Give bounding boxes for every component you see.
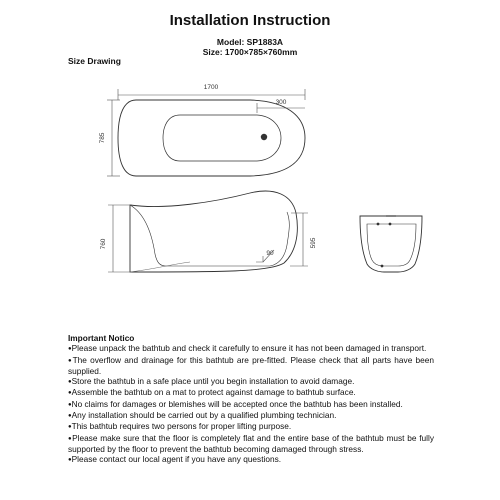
notice-item: ●Any installation should be carried out by a qualified plumbing technician. xyxy=(68,410,337,421)
notice-item: ●Store the bathtub in a safe place until you begin installation to avoid damage. xyxy=(68,376,355,387)
dim-slot-label: 300 xyxy=(275,99,287,106)
dim-width-label: 785 xyxy=(99,132,106,144)
notice-heading: Important Notico xyxy=(68,333,135,343)
notice-item: ●Assemble the bathtub on a mat to protect against damage to bathtub surface. xyxy=(68,387,356,398)
notice-item: ●Please contact our local agent if you have any questions. xyxy=(68,454,282,465)
model-number: Model: SP1883A xyxy=(216,37,284,47)
important-notice xyxy=(68,333,434,466)
notice-item: ●This bathtub requires two persons for proper lifting purpose. xyxy=(68,421,292,432)
side-view-drawing xyxy=(108,191,308,272)
dim-inner-height-label: 595 xyxy=(310,237,317,249)
end-view-drawing xyxy=(360,216,422,272)
size-spec: Size: 1700×785×760mm xyxy=(202,47,298,57)
notice-item: ●The overflow and drainage for this bathtub are pre-fitted. Please check that all parts have been supplied. xyxy=(68,354,435,376)
dim-angle-label: 90 xyxy=(266,250,274,257)
notice-item: ●No claims for damages or blemishes will be accepted once the bathtub has been installed. xyxy=(68,398,403,409)
size-drawing-heading: Size Drawing xyxy=(68,56,121,66)
notice-item: ●Please make sure that the floor is completely flat and the entire base of the bathtub must be fully supported by the floor to prevent the bathtub becoming damaged through stress. xyxy=(68,432,434,454)
page-title: Installation Instruction xyxy=(169,12,331,29)
dim-height-label: 760 xyxy=(100,238,107,250)
notice-item: ●Please unpack the bathtub and check it carefully to ensure it has not been damaged in transport. xyxy=(68,343,427,354)
dim-length-label: 1700 xyxy=(203,84,219,91)
